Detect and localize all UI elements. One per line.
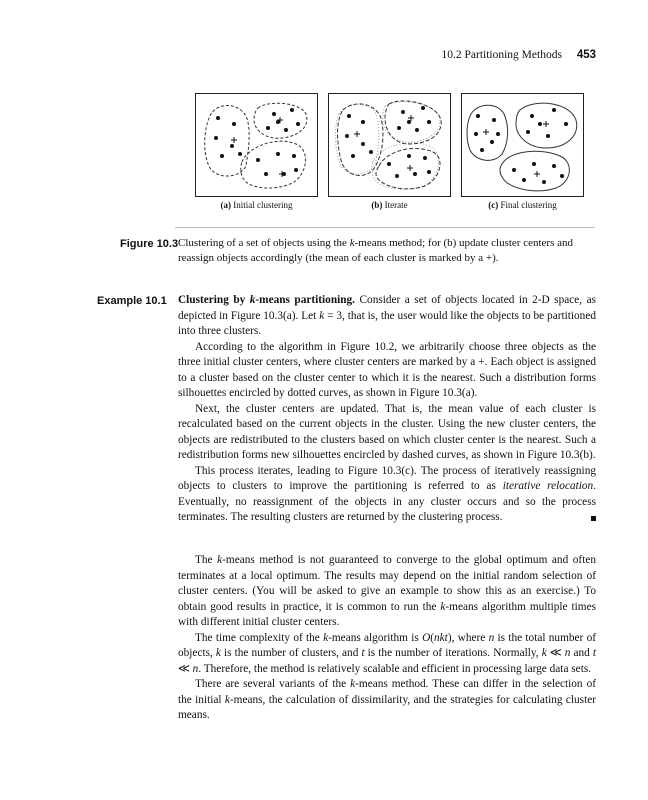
example-paragraph-4: This process iterates, leading to Figure 10.3(c). The process of iteratively reassigning objects to clusters to improve the partitioning is referred to as iterative relocation. Eventually, no reassignment of the objects in any cluster occurs and so the process terminates. The resulting clusters are returned by the clustering process.	[178, 464, 597, 523]
section-title: 10.2 Partitioning Methods	[441, 49, 562, 61]
page-number: 453	[576, 49, 596, 61]
running-header	[442, 49, 597, 61]
body-paragraph-1: The k-means method is not guaranteed to converge to the global optimum and often terminates at a local optimum. The results may depend on the initial random selection of cluster centers. (You will be asked to give an example to show this as an exercise.) To obtain good results in practice, it is common to run the k-means algorithm multiple times with different initial cluster centers.	[178, 554, 596, 628]
figure-label: Figure 10.3	[120, 238, 179, 250]
panel-c-plot	[462, 94, 585, 198]
example-body	[178, 293, 596, 526]
panel-b-plot	[329, 94, 452, 198]
body-paragraph-3: There are several variants of the k-means method. These can differ in the selection of the initial k-means, the calculation of dissimilarity, and the strategies for calculating cluster means.	[178, 678, 596, 721]
body-paragraph-2: The time complexity of the k-means algorithm is O(nkt), where n is the total number of objects, k is the number of clusters, and t is the number of iterations. Normally, k ≪ n and t ≪ n. Therefore, the method is relatively scalable and efficient in processing large data sets.	[178, 631, 596, 675]
figure-caption: Clustering of a set of objects using the k-means method; for (b) update cluster centers and reassign objects accordingly (the mean of each cluster is marked by a +).	[178, 237, 573, 264]
main-body	[178, 553, 596, 724]
panel-b-caption: (b) Iterate	[371, 200, 408, 210]
end-of-example-mark	[591, 516, 596, 521]
figure-10-3	[195, 93, 600, 213]
panel-c-caption: (c) Final clustering	[488, 200, 557, 210]
panel-initial-clustering	[195, 93, 318, 197]
example-paragraph-3: Next, the cluster centers are updated. That is, the mean value of each cluster is recalculated based on the current objects in the cluster. Using the new cluster centers, the objects are redistributed to the clusters based on which cluster center is the nearest. Such a redistribution forms new silhouettes encircled by dashed curves, as shown in Figure 10.3(b).	[178, 402, 596, 461]
example-paragraph-2: According to the algorithm in Figure 10.2, we arbitrarily choose three objects as the three initial cluster centers, where cluster centers are marked by a +. Each object is assigned to a cluster based on the cluster center to which it is the nearest. Such a distribution forms silhouettes encircled by dotted curves, as shown in Figure 10.3(a).	[178, 340, 596, 399]
panel-iterate	[328, 93, 451, 197]
example-label: Example 10.1	[97, 295, 167, 307]
figure-divider	[175, 227, 595, 228]
example-paragraph-1: Clustering by k-means partitioning. Consider a set of objects located in 2-D space, as depicted in Figure 10.3(a). Let k = 3, that is, the user would like the objects to be partitioned into three clusters.	[178, 294, 596, 337]
panel-a-plot	[196, 94, 319, 198]
panel-final-clustering	[461, 93, 584, 197]
panel-a-caption: (a) Initial clustering	[220, 200, 293, 210]
